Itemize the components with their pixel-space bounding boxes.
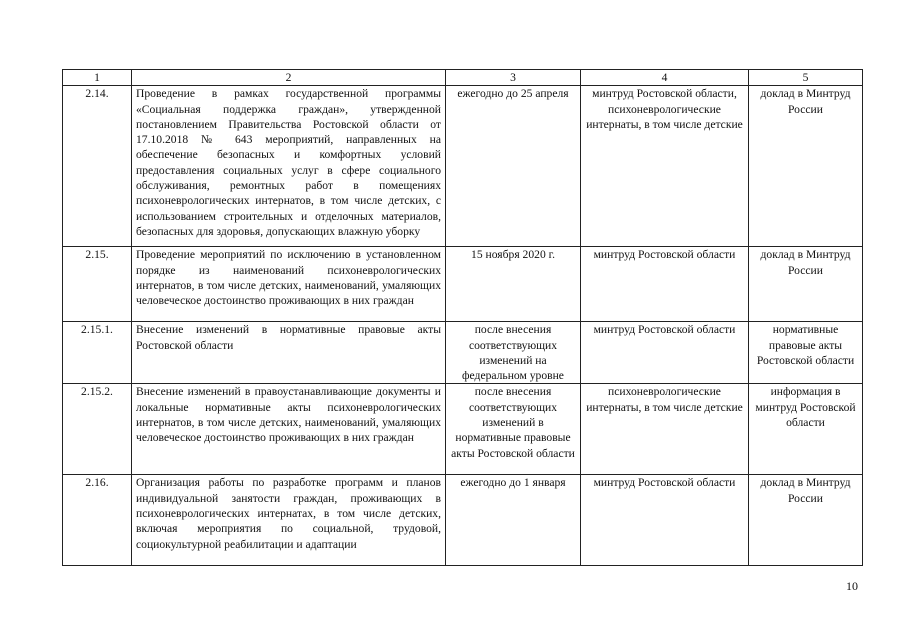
- plan-table: [62, 69, 863, 566]
- table-row: [63, 322, 863, 384]
- table-row: [63, 86, 863, 247]
- row-result: доклад в Минтруд России: [749, 247, 863, 322]
- table-row: [63, 384, 863, 475]
- row-result: информация в минтруд Ростовской области: [749, 384, 863, 475]
- row-term: 15 ноября 2020 г.: [446, 247, 581, 322]
- row-term: ежегодно до 1 января: [446, 475, 581, 566]
- table-header-row: [63, 70, 863, 86]
- row-description: Организация работы по разработке программ и планов индивидуальной занятости граждан, проживающих в психоневрологических интернатах, в том числе детских, включая мероприятия по социальной, трудовой, социокультурной реабилитации и адаптации: [132, 475, 446, 566]
- page-number: 10: [846, 579, 858, 593]
- row-executor: минтруд Ростовской области: [581, 322, 749, 384]
- row-number: 2.14.: [63, 86, 132, 247]
- row-number: 2.15.: [63, 247, 132, 322]
- row-description: Проведение в рамках государственной программы «Социальная поддержка граждан», утвержденной постановлением Правительства Ростовской области от 17.10.2018 № 643 мероприятий, направленных на обеспечение безопасных и комфортных условий предоставления социальных услуг в сфере социального обслуживания, ремонтных работ в помещениях психоневрологических интернатов, в том числе детских, с использованием строительных и отделочных материалов, безопасных для здоровья, допускающих влажную уборку: [132, 86, 446, 247]
- row-executor: минтруд Ростовской области: [581, 247, 749, 322]
- row-executor: минтруд Ростовской области, психоневрологические интернаты, в том числе детские: [581, 86, 749, 247]
- row-result: нормативные правовые акты Ростовской области: [749, 322, 863, 384]
- column-header-4: 4: [581, 70, 749, 86]
- row-result: доклад в Минтруд России: [749, 86, 863, 247]
- table-row: [63, 475, 863, 566]
- column-header-5: 5: [749, 70, 863, 86]
- column-header-2: 2: [132, 70, 446, 86]
- row-description: Проведение мероприятий по исключению в установленном порядке из наименований психоневрологических интернатов, в том числе детских, наименований, умаляющих человеческое достоинство проживающих в них граждан: [132, 247, 446, 322]
- row-executor: психоневрологические интернаты, в том числе детские: [581, 384, 749, 475]
- row-number: 2.16.: [63, 475, 132, 566]
- row-term: ежегодно до 25 апреля: [446, 86, 581, 247]
- row-executor: минтруд Ростовской области: [581, 475, 749, 566]
- row-term: после внесения соответствующих изменений на федеральном уровне: [446, 322, 581, 384]
- row-description: Внесение изменений в нормативные правовые акты Ростовской области: [132, 322, 446, 384]
- row-number: 2.15.1.: [63, 322, 132, 384]
- row-term: после внесения соответствующих изменений в нормативные правовые акты Ростовской области: [446, 384, 581, 475]
- column-header-1: 1: [63, 70, 132, 86]
- row-description: Внесение изменений в правоустанавливающие документы и локальные нормативные акты психоневрологических интернатов, в том числе детских, наименований, умаляющих человеческое достоинство проживающих в них граждан: [132, 384, 446, 475]
- row-number: 2.15.2.: [63, 384, 132, 475]
- table-row: [63, 247, 863, 322]
- column-header-3: 3: [446, 70, 581, 86]
- row-result: доклад в Минтруд России: [749, 475, 863, 566]
